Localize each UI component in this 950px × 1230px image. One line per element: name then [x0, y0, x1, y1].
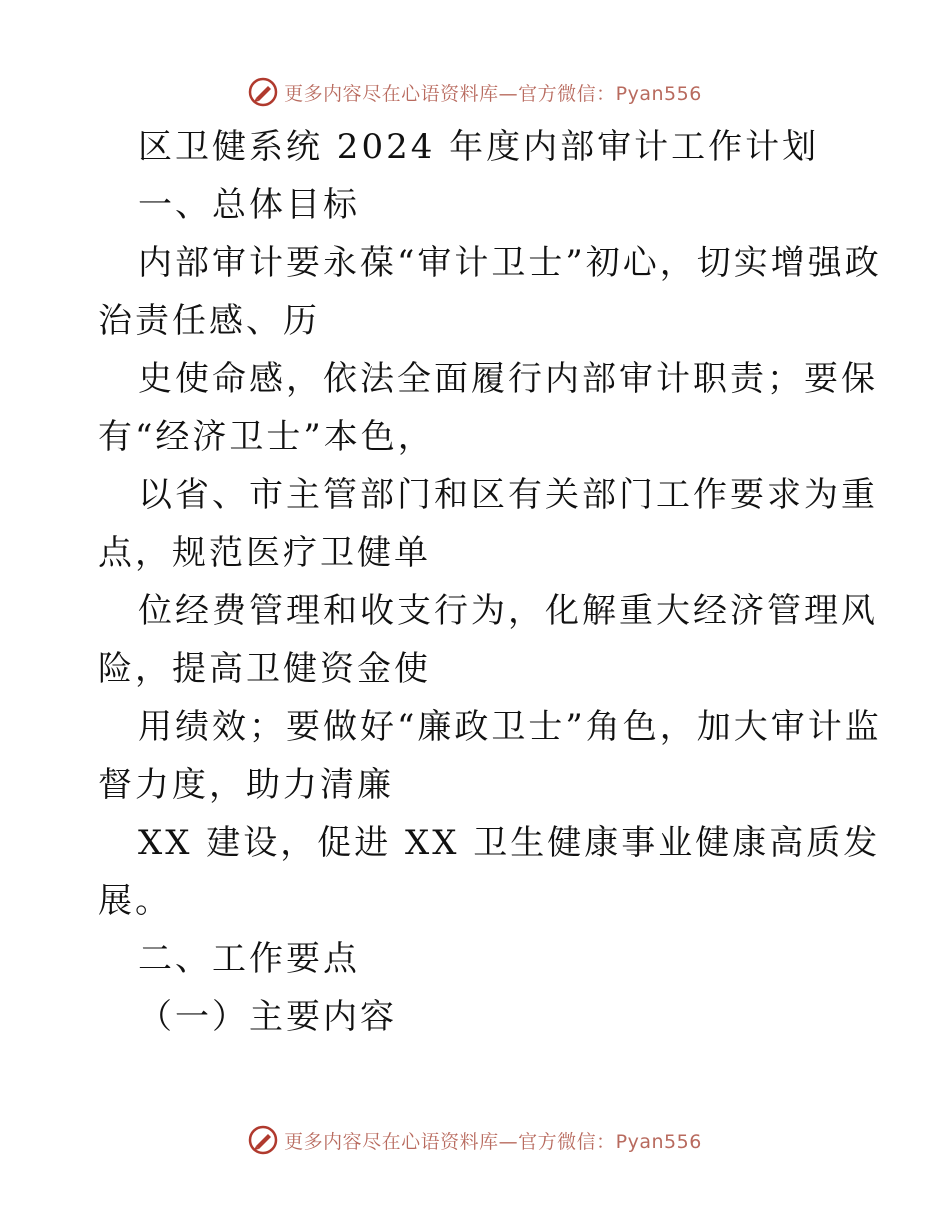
watermark-text: 更多内容尽在心语资料库—官方微信：Pyan556 [284, 82, 702, 105]
paragraph-line: 险，提高卫健资金使 [98, 649, 431, 689]
header-watermark [0, 72, 950, 112]
paragraph-line: 用绩效；要做好“廉政卫士”角色，加大审计监 [138, 707, 882, 747]
subsection-heading: （一）主要内容 [138, 997, 397, 1037]
footer-watermark [0, 1120, 950, 1160]
document-title: 区卫健系统 2024 年度内部审计工作计划 [138, 127, 820, 167]
paragraph-line: 位经费管理和收支行为，化解重大经济管理风 [138, 591, 878, 631]
paragraph-line: XX 建设，促进 XX 卫生健康事业健康高质发 [138, 823, 881, 863]
paragraph-line: 点，规范医疗卫健单 [98, 533, 431, 573]
pen-circle-logo-icon [248, 77, 278, 107]
paragraph-line: 内部审计要永葆“审计卫士”初心，切实增强政 [138, 243, 882, 283]
paragraph-line: 展。 [98, 881, 172, 921]
watermark-text: 更多内容尽在心语资料库—官方微信：Pyan556 [284, 1130, 702, 1153]
pen-circle-logo-icon [248, 1125, 278, 1155]
section-heading: 二、工作要点 [138, 939, 360, 979]
document-body [98, 118, 882, 1046]
paragraph-line: 督力度，助力清廉 [98, 765, 394, 805]
section-heading: 一、总体目标 [138, 185, 360, 225]
paragraph-line: 史使命感，依法全面履行内部审计职责；要保 [138, 359, 878, 399]
paragraph-line: 治责任感、历 [98, 301, 320, 341]
paragraph-line: 有“经济卫士”本色， [98, 417, 435, 457]
paragraph-line: 以省、市主管部门和区有关部门工作要求为重 [138, 475, 878, 515]
